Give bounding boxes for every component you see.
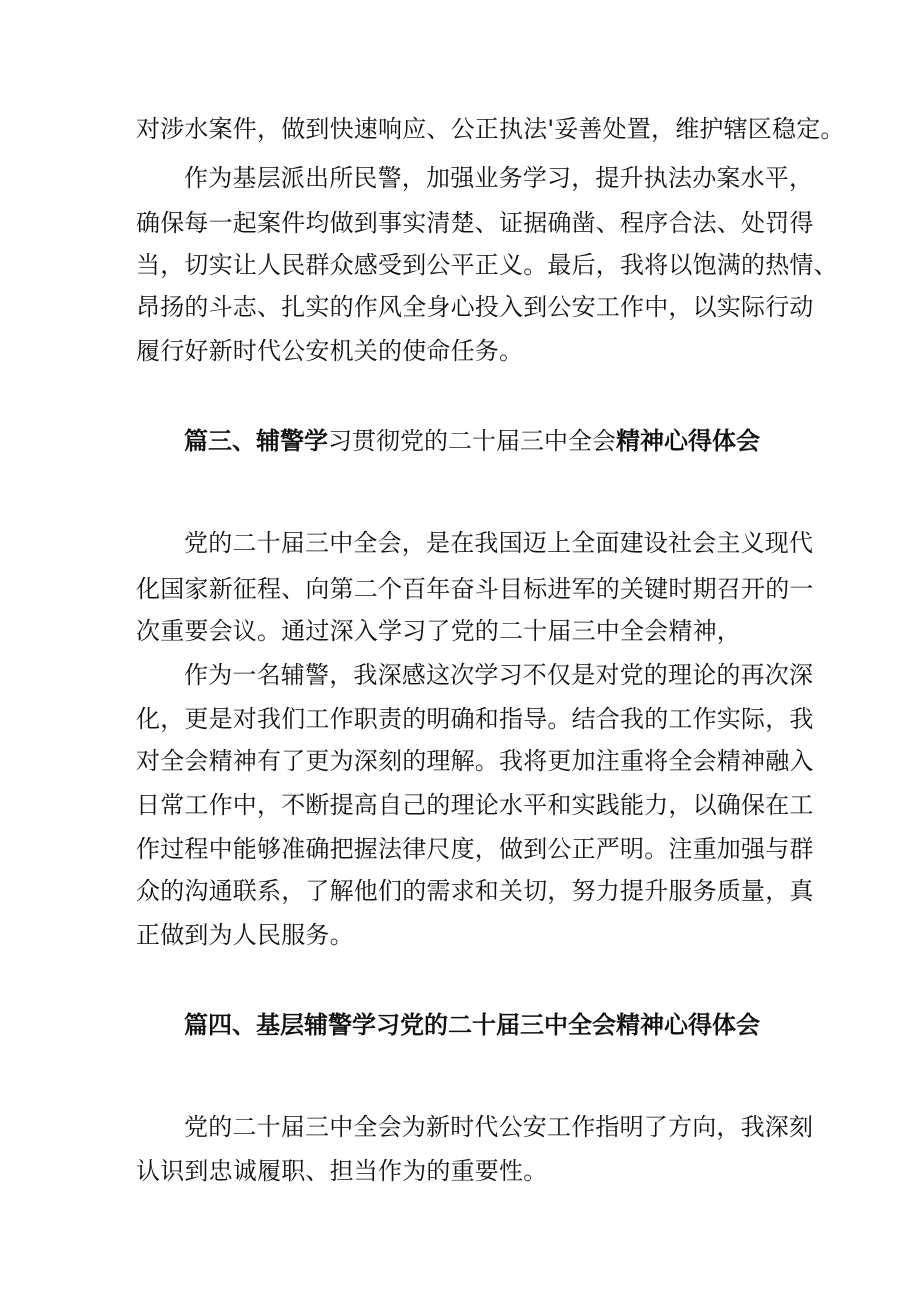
heading-3-normal-part: 习贯彻党的二十届三中全会 xyxy=(328,427,616,455)
section-heading-4: 篇四、基层辅警学习党的二十届三中全会精神心得体会 xyxy=(184,1011,760,1039)
paragraph-1-line-1: 对涉水案件，做到快速响应、公正执法'妥善处置，维护辖区稳定。 xyxy=(136,115,845,143)
paragraph-5-line-2: 认识到忠诚履职、担当作为的重要性。 xyxy=(136,1157,548,1185)
paragraph-4-line-1: 作为一名辅警，我深感这次学习不仅是对党的理论的再次深 xyxy=(184,661,814,689)
paragraph-2-line-4: 昂扬的斗志、扎实的作风全身心投入到公安工作中，以实际行动 xyxy=(136,293,814,321)
heading-3-bold-part-2: 精神心得体会 xyxy=(616,427,760,455)
paragraph-3-line-1: 党的二十届三中全会，是在我国迈上全面建设社会主义现代 xyxy=(184,529,814,557)
section-heading-3 xyxy=(184,426,760,456)
paragraph-2-line-3: 当，切实让人民群众感受到公平正义。最后，我将以饱满的热情、 xyxy=(136,251,838,279)
paragraph-3-line-2: 化国家新征程、向第二个百年奋斗目标进军的关键时期召开的一 xyxy=(136,575,814,603)
paragraph-4-line-6: 众的沟通联系，了解他们的需求和关切，努力提升服务质量，真 xyxy=(136,877,814,905)
paragraph-2-line-5: 履行好新时代公安机关的使命任务。 xyxy=(136,337,524,365)
paragraph-4-line-4: 日常工作中，不断提高自己的理论水平和实践能力，以确保在工 xyxy=(136,791,814,819)
heading-3-bold-part-1: 篇三、辅警学 xyxy=(184,427,328,455)
paragraph-4-line-3: 对全会精神有了更为深刻的理解。我将更加注重将全会精神融入 xyxy=(136,747,814,775)
paragraph-2-line-2: 确保每一起案件均做到事实清楚、证据确凿、程序合法、处罚得 xyxy=(136,209,814,237)
paragraph-2-line-1: 作为基层派出所民警，加强业务学习，提升执法办案水平， xyxy=(184,164,814,192)
paragraph-4-line-2: 化，更是对我们工作职责的明确和指导。结合我的工作实际，我 xyxy=(136,705,814,733)
paragraph-4-line-7: 正做到为人民服务。 xyxy=(136,921,354,949)
paragraph-3-line-3: 次重要会议。通过深入学习了党的二十届三中全会精神， xyxy=(136,617,741,645)
paragraph-4-line-5: 作过程中能够准确把握法律尺度，做到公正严明。注重加强与群 xyxy=(136,835,814,863)
paragraph-5-line-1: 党的二十届三中全会为新时代公安工作指明了方向，我深刻 xyxy=(184,1113,814,1141)
